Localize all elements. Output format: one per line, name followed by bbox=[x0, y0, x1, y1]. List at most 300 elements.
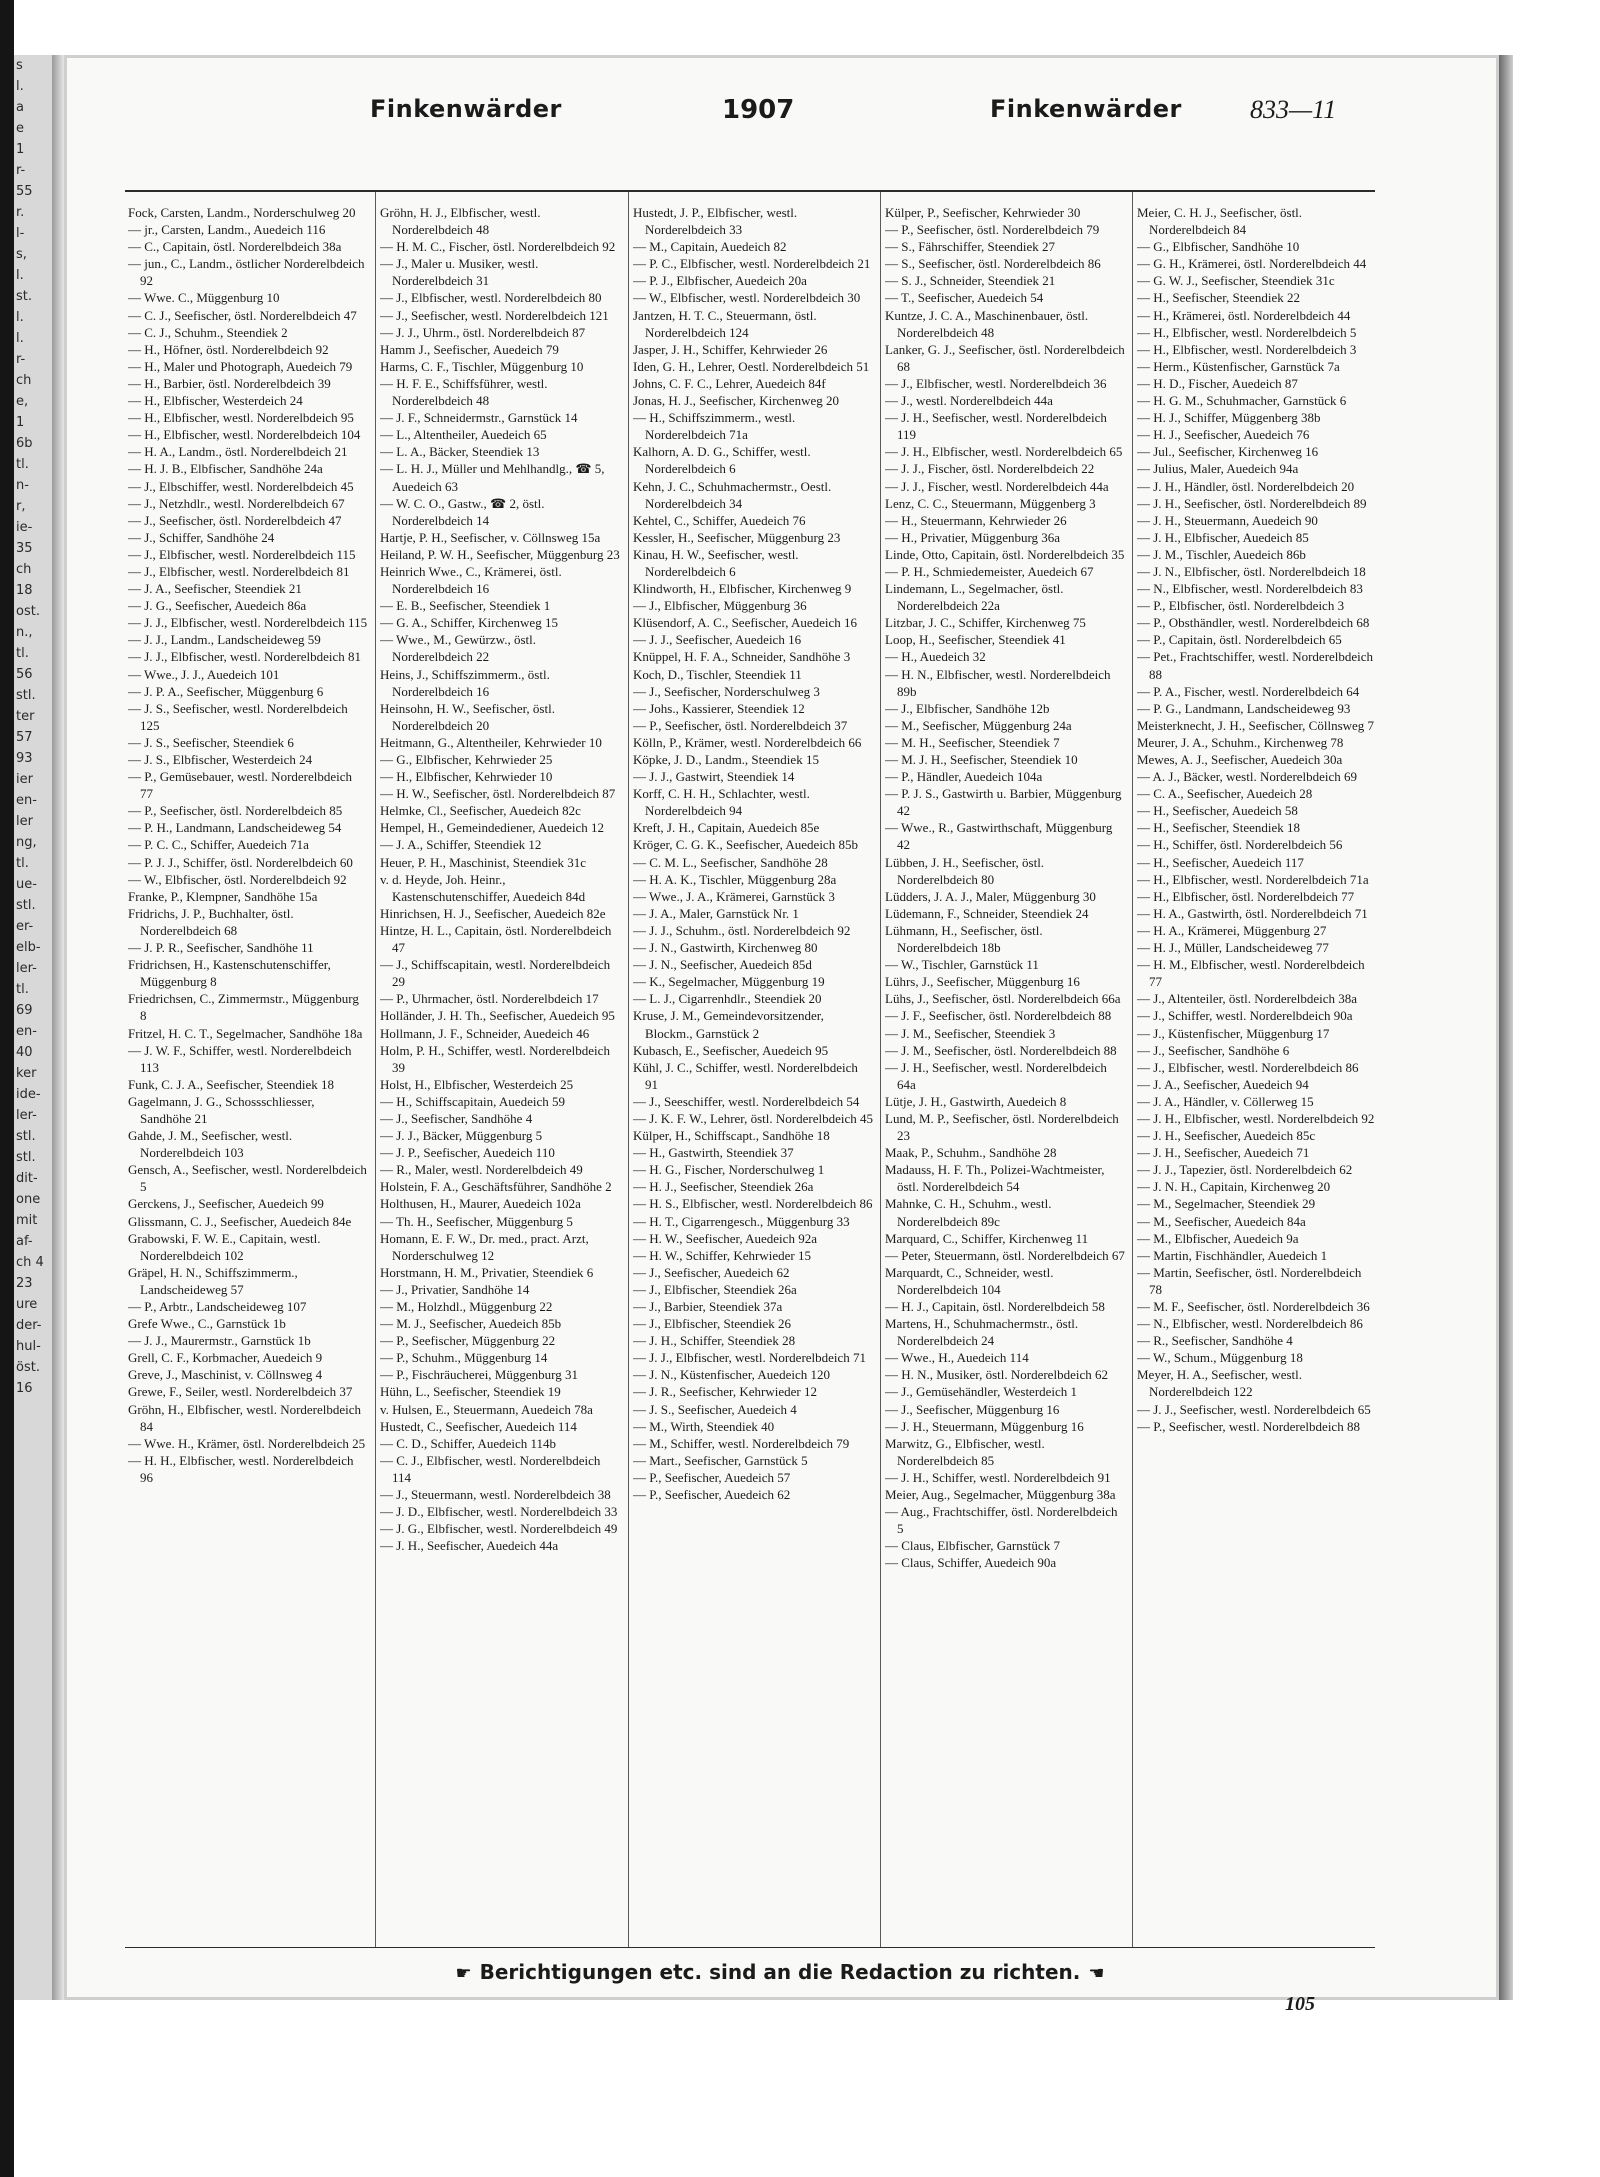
directory-entry: — H., Schiffszimmerm., westl. Norderelbdeich 71a bbox=[633, 410, 796, 443]
previous-page-fragment: ure bbox=[16, 1297, 38, 1312]
directory-entry: — J., westl. Norderelbdeich 44a bbox=[885, 393, 1053, 409]
previous-page-fragment: 93 bbox=[16, 751, 33, 766]
directory-entry: — P. C. C., Schiffer, Auedeich 71a bbox=[128, 837, 309, 853]
directory-entry: — J. M., Seefischer, Steendiek 3 bbox=[885, 1025, 1056, 1041]
directory-entry: — J., Schiffer, Sandhöhe 24 bbox=[128, 529, 275, 545]
directory-entry: Köpke, J. D., Landm., Steendiek 15 bbox=[633, 752, 819, 767]
directory-entry: — J., Steuermann, westl. Norderelbdeich 38 bbox=[380, 1487, 611, 1503]
previous-page-fragment: 69 bbox=[16, 1003, 33, 1018]
directory-entry: Lüdders, J. A. J., Maler, Müggenburg 30 bbox=[885, 888, 1096, 904]
directory-entry: — J. S., Seefischer, westl. Norderelbdeich 125 bbox=[128, 700, 348, 733]
directory-entry: Holstein, F. A., Geschäftsführer, Sandhöhe 2 bbox=[380, 1179, 612, 1195]
directory-entry: — H., Schiffscapitain, Auedeich 59 bbox=[380, 1093, 565, 1109]
directory-entry: Grell, C. F., Korbmacher, Auedeich 9 bbox=[128, 1350, 323, 1366]
directory-entry: Lühs, J., Seefischer, östl. Norderelbdeich 66a bbox=[885, 991, 1121, 1007]
directory-entry: — J. N., Küstenfischer, Auedeich 120 bbox=[633, 1367, 830, 1383]
directory-entry: — J., Seefischer, westl. Norderelbdeich 121 bbox=[380, 307, 609, 323]
directory-entry: — J. J., Landm., Landscheideweg 59 bbox=[128, 632, 321, 648]
directory-entry: — H. J. B., Elbfischer, Sandhöhe 24a bbox=[128, 461, 323, 477]
directory-entry: Lütje, J. H., Gastwirth, Auedeich 8 bbox=[885, 1093, 1067, 1109]
directory-entry: — J. J., Bäcker, Müggenburg 5 bbox=[380, 1128, 543, 1144]
directory-entry: — H. D., Fischer, Auedeich 87 bbox=[1137, 375, 1298, 391]
directory-entry: — M., Seefischer, Auedeich 84a bbox=[1137, 1213, 1306, 1229]
directory-entry: — Wwe., J. A., Krämerei, Garnstück 3 bbox=[633, 888, 835, 904]
directory-entry: — M., Segelmacher, Steendiek 29 bbox=[1137, 1196, 1316, 1212]
directory-entry: — J. N. H., Capitain, Kirchenweg 20 bbox=[1137, 1179, 1331, 1195]
directory-entry: — P., Seefischer, Müggenburg 22 bbox=[380, 1333, 556, 1349]
directory-entry: Kölln, P., Krämer, westl. Norderelbdeich 66 bbox=[633, 734, 862, 750]
directory-entry: Lühmann, H., Seefischer, östl. Norderelbdeich 18b bbox=[885, 922, 1043, 956]
directory-entry: Johns, C. F. C., Lehrer, Auedeich 84f bbox=[633, 375, 826, 391]
directory-entry: — H., Elbfischer, westl. Norderelbdeich 104 bbox=[128, 427, 361, 443]
directory-entry: — J. D., Elbfischer, westl. Norderelbdeich 33 bbox=[380, 1504, 618, 1520]
scanner-edge bbox=[0, 0, 14, 2177]
directory-entry: — C. J., Elbfischer, westl. Norderelbdeich 114 bbox=[380, 1452, 601, 1485]
previous-page-fragment: mit bbox=[16, 1213, 38, 1228]
directory-entry: — J. F., Seefischer, östl. Norderelbdeich 88 bbox=[885, 1008, 1112, 1024]
directory-entry: — P., Obsthändler, westl. Norderelbdeich 68 bbox=[1137, 615, 1370, 631]
directory-entry: — J., Elbfischer, Müggenburg 36 bbox=[633, 598, 807, 614]
directory-entry: — Pet., Frachtschiffer, westl. Norderelbdeich 88 bbox=[1137, 649, 1374, 682]
previous-page-fragment: ler- bbox=[16, 961, 37, 976]
directory-entry: — S., Fährschiffer, Steendiek 27 bbox=[885, 239, 1056, 255]
previous-page-fragment: ue- bbox=[16, 877, 37, 892]
directory-entry: Heinrich Wwe., C., Krämerei, östl. Norderelbdeich 16 bbox=[380, 563, 562, 597]
directory-entry: Kalhorn, A. D. G., Schiffer, westl. Norderelbdeich 6 bbox=[633, 444, 811, 477]
directory-entry: — P. J. J., Schiffer, östl. Norderelbdeich 60 bbox=[128, 854, 353, 870]
page-number-head: 833—11 bbox=[1250, 95, 1337, 124]
directory-entry: — J. P. A., Seefischer, Müggenburg 6 bbox=[128, 683, 324, 699]
previous-page-fragment: ide- bbox=[16, 1087, 41, 1102]
directory-entry: Fock, Carsten, Landm., Norderschulweg 20 bbox=[128, 205, 356, 220]
directory-entry: Meurer, J. A., Schuhm., Kirchenweg 78 bbox=[1137, 734, 1344, 750]
previous-page-fragment: ie- bbox=[16, 520, 33, 535]
previous-page-edge bbox=[14, 55, 52, 2000]
directory-entry: — J. N., Gastwirth, Kirchenweg 80 bbox=[633, 940, 818, 956]
previous-page-fragment: st. bbox=[16, 289, 33, 304]
previous-page-fragment: ch bbox=[16, 373, 32, 388]
directory-entry: — W., Elbfischer, westl. Norderelbdeich 30 bbox=[633, 290, 861, 306]
previous-page-fragment: 56 bbox=[16, 667, 33, 682]
directory-entry: — G. A., Schiffer, Kirchenweg 15 bbox=[380, 615, 558, 631]
directory-entry: — J. H., Seefischer, westl. Norderelbdeich 119 bbox=[885, 410, 1107, 443]
directory-entry: — H., Seefischer, Steendiek 18 bbox=[1137, 820, 1301, 836]
directory-entry: Heitmann, G., Altentheiler, Kehrwieder 10 bbox=[380, 734, 602, 750]
book-gutter bbox=[52, 55, 64, 2000]
previous-page-fragment: l. bbox=[16, 268, 24, 283]
directory-entry: Heins, J., Schiffszimmerm., östl. Norderelbdeich 16 bbox=[380, 666, 550, 699]
directory-entry: Hintze, H. L., Capitain, östl. Norderelbdeich 47 bbox=[380, 922, 612, 956]
directory-entry: — J., Elbfischer, Steendiek 26a bbox=[633, 1281, 797, 1297]
previous-page-fragment: tl. bbox=[16, 646, 29, 661]
previous-page-fragment: one bbox=[16, 1192, 41, 1207]
directory-entry: — Herm., Küstenfischer, Garnstück 7a bbox=[1137, 358, 1340, 374]
directory-entry: — Wwe., J. J., Auedeich 101 bbox=[128, 666, 280, 682]
directory-entry: — M., Elbfischer, Auedeich 9a bbox=[1137, 1230, 1299, 1246]
directory-entry: — J., Privatier, Sandhöhe 14 bbox=[380, 1281, 530, 1297]
directory-entry: — H. H., Elbfischer, westl. Norderelbdeich 96 bbox=[128, 1452, 354, 1485]
directory-entry: — Wwe., H., Auedeich 114 bbox=[885, 1350, 1029, 1366]
directory-entry: Gerckens, J., Seefischer, Auedeich 99 bbox=[128, 1196, 324, 1212]
directory-entry: Heuer, P. H., Maschinist, Steendiek 31c bbox=[380, 854, 587, 870]
directory-entry: — H. W., Seefischer, östl. Norderelbdeich 87 bbox=[380, 786, 616, 802]
directory-entry: Hinrichsen, H. J., Seefischer, Auedeich 82e bbox=[380, 905, 606, 921]
directory-entry: — J. F., Schneidermstr., Garnstück 14 bbox=[380, 410, 578, 426]
directory-entry: Mahnke, C. H., Schuhm., westl. Norderelbdeich 89c bbox=[885, 1196, 1052, 1229]
directory-entry: — J. J., Elbfischer, westl. Norderelbdeich 81 bbox=[128, 649, 362, 665]
directory-entry: — M., Seefischer, Müggenburg 24a bbox=[885, 717, 1072, 733]
directory-entry: — K., Segelmacher, Müggenburg 19 bbox=[633, 974, 825, 990]
page-edge-shadow bbox=[1499, 55, 1513, 2000]
directory-entry: — J., Altenteiler, östl. Norderelbdeich 38a bbox=[1137, 991, 1358, 1007]
directory-entry: — P., Gemüsebauer, westl. Norderelbdeich 77 bbox=[128, 769, 353, 802]
previous-page-fragment: tl. bbox=[16, 982, 29, 997]
directory-entry: — L., Altentheiler, Auedeich 65 bbox=[380, 427, 547, 443]
directory-entry: — H., Elbfischer, Kehrwieder 10 bbox=[380, 769, 553, 785]
previous-page-fragment: tl. bbox=[16, 856, 29, 871]
directory-entry: — J., Gemüsehändler, Westerdeich 1 bbox=[885, 1384, 1078, 1400]
directory-entry: Marquardt, C., Schneider, westl. Norderelbdeich 104 bbox=[885, 1264, 1054, 1297]
column-divider-2 bbox=[628, 192, 629, 1947]
directory-entry: Friedrichsen, C., Zimmermstr., Müggenburg 8 bbox=[128, 991, 359, 1024]
directory-entry: — M. F., Seefischer, östl. Norderelbdeich 36 bbox=[1137, 1299, 1370, 1314]
directory-entry: — J. M., Tischler, Auedeich 86b bbox=[1137, 546, 1306, 562]
directory-entry: Heinsohn, H. W., Seefischer, östl. Norderelbdeich 20 bbox=[380, 700, 555, 733]
directory-entry: — H., Auedeich 32 bbox=[885, 649, 986, 665]
directory-entry: Madauss, H. F. Th., Polizei-Wachtmeister, östl. Norderelbdeich 54 bbox=[885, 1162, 1105, 1195]
directory-entry: — J., Seefischer, Sandhöhe 4 bbox=[380, 1110, 533, 1126]
directory-entry: — J., Seefischer, Sandhöhe 6 bbox=[1137, 1042, 1290, 1058]
header-rule bbox=[125, 190, 1375, 192]
previous-page-fragment: l- bbox=[16, 226, 25, 241]
directory-entry: — J., Elbfischer, westl. Norderelbdeich 115 bbox=[128, 546, 356, 562]
directory-entry: Grabowski, F. W. E., Capitain, westl. Norderelbdeich 102 bbox=[128, 1230, 321, 1263]
previous-page-fragment: ler bbox=[16, 814, 33, 829]
directory-entry: — H. A., Gastwirth, östl. Norderelbdeich 71 bbox=[1137, 905, 1368, 921]
directory-entry: — L. J., Cigarrenhdlr., Steendiek 20 bbox=[633, 991, 822, 1007]
directory-entry: — J. W. F., Schiffer, westl. Norderelbdeich 113 bbox=[128, 1042, 352, 1075]
directory-entry: — P., Uhrmacher, östl. Norderelbdeich 17 bbox=[380, 991, 599, 1007]
directory-entry: Homann, E. F. W., Dr. med., pract. Arzt, Norderschulweg 12 bbox=[380, 1230, 589, 1263]
previous-page-fragment: elb- bbox=[16, 940, 41, 955]
previous-page-fragment: 16 bbox=[16, 1381, 33, 1396]
directory-entry: — H., Steuermann, Kehrwieder 26 bbox=[885, 512, 1067, 528]
previous-page-fragment: n- bbox=[16, 478, 29, 493]
directory-entry: Martens, H., Schuhmachermstr., östl. Norderelbdeich 24 bbox=[885, 1316, 1079, 1349]
directory-entry: — G., Elbfischer, Sandhöhe 10 bbox=[1137, 239, 1300, 255]
directory-entry: v. Hulsen, E., Steuermann, Auedeich 78a bbox=[380, 1401, 593, 1417]
previous-page-fragment: l. bbox=[16, 310, 24, 325]
directory-entry: — P., Schuhm., Müggenburg 14 bbox=[380, 1350, 548, 1366]
directory-entry: — C. J., Schuhm., Steendiek 2 bbox=[128, 324, 288, 340]
directory-entry: Meyer, H. A., Seefischer, westl. Norderelbdeich 122 bbox=[1137, 1367, 1303, 1400]
previous-page-fragment: stl. bbox=[16, 1150, 36, 1165]
directory-entry: — J. N., Seefischer, Auedeich 85d bbox=[633, 957, 812, 973]
directory-entry: Marquard, C., Schiffer, Kirchenweg 11 bbox=[885, 1230, 1089, 1246]
previous-page-fragment: 6b bbox=[16, 436, 33, 451]
directory-entry: — J. S., Seefischer, Steendiek 6 bbox=[128, 734, 294, 750]
directory-entry: — H., Krämerei, östl. Norderelbdeich 44 bbox=[1137, 307, 1351, 323]
directory-entry: Hartje, P. H., Seefischer, v. Cöllnsweg 15a bbox=[380, 529, 601, 545]
directory-entry: — P., Seefischer, östl. Norderelbdeich 79 bbox=[885, 222, 1100, 238]
column-divider-1 bbox=[375, 192, 376, 1947]
directory-entry: — P., Seefischer, östl. Norderelbdeich 85 bbox=[128, 803, 343, 819]
directory-entry: — W., Schum., Müggenburg 18 bbox=[1137, 1350, 1303, 1366]
directory-column-1 bbox=[128, 204, 368, 1944]
previous-page-fragment: ier bbox=[16, 772, 33, 787]
directory-entry: — J. J., Seefischer, westl. Norderelbdeich 65 bbox=[1137, 1401, 1371, 1417]
directory-entry: — H. M., Elbfischer, westl. Norderelbdeich 77 bbox=[1137, 957, 1365, 990]
directory-entry: Litzbar, J. C., Schiffer, Kirchenweg 75 bbox=[885, 615, 1086, 631]
directory-entry: — R., Maler, westl. Norderelbdeich 49 bbox=[380, 1162, 583, 1178]
directory-entry: — Aug., Frachtschiffer, östl. Norderelbdeich 5 bbox=[885, 1504, 1118, 1537]
directory-entry: — M. H., Seefischer, Steendiek 7 bbox=[885, 734, 1060, 750]
directory-entry: — S., Seefischer, östl. Norderelbdeich 86 bbox=[885, 256, 1101, 272]
directory-column-5 bbox=[1137, 204, 1377, 1944]
directory-entry: — C. J., Seefischer, östl. Norderelbdeich 47 bbox=[128, 307, 357, 323]
directory-entry: — J. J., Gastwirt, Steendiek 14 bbox=[633, 769, 795, 785]
previous-page-fragment: 55 bbox=[16, 184, 33, 199]
directory-entry: — G. H., Krämerei, östl. Norderelbdeich 44 bbox=[1137, 256, 1367, 272]
directory-entry: — J. J., Fischer, westl. Norderelbdeich 44a bbox=[885, 478, 1109, 494]
directory-entry: Gröhn, H., Elbfischer, westl. Norderelbdeich 84 bbox=[128, 1401, 362, 1434]
directory-entry: — J. R., Seefischer, Kehrwieder 12 bbox=[633, 1384, 817, 1400]
previous-page-fragment: stl. bbox=[16, 1129, 36, 1144]
directory-entry: Helmke, Cl., Seefischer, Auedeich 82c bbox=[380, 803, 581, 819]
directory-entry: — H., Seefischer, Auedeich 58 bbox=[1137, 803, 1298, 819]
directory-entry: — H. N., Musiker, östl. Norderelbdeich 62 bbox=[885, 1367, 1108, 1383]
directory-entry: Hustedt, C., Seefischer, Auedeich 114 bbox=[380, 1418, 577, 1434]
directory-entry: — H., Seefischer, Steendiek 22 bbox=[1137, 290, 1301, 306]
directory-entry: — J. M., Seefischer, östl. Norderelbdeich 88 bbox=[885, 1042, 1117, 1058]
directory-entry: — H. S., Elbfischer, westl. Norderelbdeich 86 bbox=[633, 1196, 873, 1212]
directory-entry: — jun., C., Landm., östlicher Norderelbdeich 92 bbox=[128, 256, 365, 289]
directory-column-3 bbox=[633, 204, 873, 1944]
directory-entry: — G., Elbfischer, Kehrwieder 25 bbox=[380, 752, 553, 767]
previous-page-fragment: af- bbox=[16, 1234, 33, 1249]
directory-entry: — Wwe., R., Gastwirthschaft, Müggenburg 42 bbox=[885, 820, 1113, 853]
directory-entry: — J., Seefischer, Norderschulweg 3 bbox=[633, 683, 820, 699]
directory-entry: — P. G., Landmann, Landscheideweg 93 bbox=[1137, 700, 1351, 716]
previous-page-fragment: 1 bbox=[16, 415, 25, 430]
directory-entry: — P., Seefischer, östl. Norderelbdeich 37 bbox=[633, 717, 848, 733]
directory-entry: — J. S., Seefischer, Auedeich 4 bbox=[633, 1401, 797, 1417]
directory-entry: Heiland, P. W. H., Seefischer, Müggenburg 23 bbox=[380, 546, 620, 562]
directory-entry: — J., Schiffscapitain, westl. Norderelbdeich 29 bbox=[380, 957, 611, 990]
directory-entry: — J., Elbschiffer, westl. Norderelbdeich 45 bbox=[128, 478, 354, 494]
directory-entry: — M. J., Seefischer, Auedeich 85b bbox=[380, 1316, 562, 1332]
directory-entry: — C. D., Schiffer, Auedeich 114b bbox=[380, 1435, 557, 1451]
directory-entry: — J. A., Seefischer, Steendiek 21 bbox=[128, 581, 302, 597]
previous-page-fragment: stl. bbox=[16, 688, 36, 703]
directory-entry: — Mart., Seefischer, Garnstück 5 bbox=[633, 1452, 808, 1468]
directory-entry: — H. W., Seefischer, Auedeich 92a bbox=[633, 1230, 817, 1246]
directory-entry: — J. H., Steuermann, Auedeich 90 bbox=[1137, 512, 1318, 528]
directory-entry: — L. A., Bäcker, Steendiek 13 bbox=[380, 444, 540, 460]
directory-entry: — J. J., Elbfischer, westl. Norderelbdeich 115 bbox=[128, 615, 368, 631]
previous-page-fragment: s bbox=[16, 58, 23, 73]
directory-entry: — J., Elbfischer, Steendiek 26 bbox=[633, 1316, 791, 1332]
directory-entry: — H., Privatier, Müggenburg 36a bbox=[885, 529, 1061, 545]
directory-entry: Kinau, H. W., Seefischer, westl. Norderelbdeich 6 bbox=[633, 546, 799, 579]
directory-entry: Linde, Otto, Capitain, östl. Norderelbdeich 35 bbox=[885, 546, 1125, 562]
directory-entry: Fridrichsen, H., Kastenschutenschiffer, Müggenburg 8 bbox=[128, 957, 331, 990]
directory-entry: — J. H., Schiffer, westl. Norderelbdeich 91 bbox=[885, 1469, 1111, 1485]
directory-entry: — H. J., Müller, Landscheideweg 77 bbox=[1137, 940, 1329, 956]
directory-entry: — W. C. O., Gastw., ☎ 2, östl. Norderelbdeich 14 bbox=[380, 495, 545, 528]
directory-entry: — P. H., Schmiedemeister, Auedeich 67 bbox=[885, 563, 1094, 579]
column-divider-4 bbox=[1132, 192, 1133, 1947]
previous-page-fragment: a bbox=[16, 100, 24, 115]
previous-page-fragment: tl. bbox=[16, 457, 29, 472]
directory-entry: Klindworth, H., Elbfischer, Kirchenweg 9 bbox=[633, 581, 852, 597]
directory-entry: Jasper, J. H., Schiffer, Kehrwieder 26 bbox=[633, 341, 828, 357]
previous-page-fragment: r- bbox=[16, 352, 26, 367]
previous-page-fragment: stl. bbox=[16, 898, 36, 913]
directory-entry: — H., Elbfischer, westl. Norderelbdeich 5 bbox=[1137, 324, 1357, 340]
directory-entry: — H., Elbfischer, östl. Norderelbdeich 77 bbox=[1137, 888, 1355, 904]
corrections-note-text: Berichtigungen etc. sind an die Redaction zu richten. bbox=[479, 1960, 1081, 1984]
directory-column-4 bbox=[885, 204, 1125, 1944]
previous-page-fragment: en- bbox=[16, 793, 37, 808]
directory-entry: — J. H., Seefischer, östl. Norderelbdeich 89 bbox=[1137, 495, 1367, 511]
corrections-note bbox=[410, 1960, 1150, 1984]
directory-entry: — J. H., Elbfischer, westl. Norderelbdeich 92 bbox=[1137, 1110, 1375, 1126]
directory-entry: Fritzel, H. C. T., Segelmacher, Sandhöhe 18a bbox=[128, 1025, 363, 1041]
directory-entry: — P. A., Fischer, westl. Norderelbdeich 64 bbox=[1137, 683, 1360, 699]
directory-entry: — J., Elbfischer, Sandhöhe 12b bbox=[885, 700, 1050, 716]
directory-entry: — Peter, Steuermann, östl. Norderelbdeich 67 bbox=[885, 1247, 1125, 1263]
directory-entry: — J. H., Schiffer, Steendiek 28 bbox=[633, 1333, 796, 1349]
directory-entry: Kruse, J. M., Gemeindevorsitzender, Blockm., Garnstück 2 bbox=[633, 1008, 824, 1041]
directory-entry: — J., Elbfischer, westl. Norderelbdeich 36 bbox=[885, 375, 1107, 391]
directory-entry: — J. H., Seefischer, Auedeich 44a bbox=[380, 1538, 559, 1554]
running-head-year: 1907 bbox=[722, 95, 795, 125]
directory-entry: — J. J., Maurermstr., Garnstück 1b bbox=[128, 1333, 311, 1349]
directory-entry: — H. G., Fischer, Norderschulweg 1 bbox=[633, 1162, 825, 1178]
directory-entry: Loop, H., Seefischer, Steendiek 41 bbox=[885, 632, 1066, 648]
previous-page-fragment: n., bbox=[16, 625, 33, 640]
directory-entry: — jr., Carsten, Landm., Auedeich 116 bbox=[128, 222, 326, 238]
directory-entry: Kessler, H., Seefischer, Müggenburg 23 bbox=[633, 529, 841, 545]
directory-entry: Fridrichs, J. P., Buchhalter, östl. Norderelbdeich 68 bbox=[128, 905, 294, 938]
directory-entry: — J. J., Tapezier, östl. Norderelbdeich 62 bbox=[1137, 1162, 1353, 1178]
directory-entry: — J., Barbier, Steendiek 37a bbox=[633, 1299, 783, 1314]
directory-entry: v. d. Heyde, Joh. Heinr., Kastenschutenschiffer, Auedeich 84d bbox=[380, 871, 586, 904]
directory-entry: — Martin, Seefischer, östl. Norderelbdeich 78 bbox=[1137, 1264, 1362, 1297]
directory-entry: — J. P. R., Seefischer, Sandhöhe 11 bbox=[128, 940, 314, 956]
directory-entry: — J. H., Seefischer, Auedeich 71 bbox=[1137, 1145, 1310, 1161]
directory-entry: — J., Elbfischer, westl. Norderelbdeich 86 bbox=[1137, 1059, 1359, 1075]
directory-entry: — H., Elbfischer, Westerdeich 24 bbox=[128, 393, 303, 409]
previous-page-fragment: ter bbox=[16, 709, 35, 724]
directory-entry: Lührs, J., Seefischer, Müggenburg 16 bbox=[885, 974, 1080, 990]
previous-page-fragment: 23 bbox=[16, 1276, 33, 1291]
directory-entry: — J., Seefischer, östl. Norderelbdeich 47 bbox=[128, 512, 342, 528]
directory-entry: — J. J., Seefischer, Auedeich 16 bbox=[633, 632, 802, 648]
directory-entry: — S. J., Schneider, Steendiek 21 bbox=[885, 273, 1056, 289]
directory-entry: — J., Seefischer, Auedeich 62 bbox=[633, 1264, 790, 1280]
directory-entry: — H., Elbfischer, westl. Norderelbdeich 71a bbox=[1137, 871, 1369, 887]
bottom-rule bbox=[125, 1947, 1375, 1948]
previous-page-fragment: ker bbox=[16, 1066, 37, 1081]
directory-entry: — H. A., Landm., östl. Norderelbdeich 21 bbox=[128, 444, 348, 460]
directory-entry: Holthusen, H., Maurer, Auedeich 102a bbox=[380, 1196, 581, 1212]
directory-entry: — Claus, Schiffer, Auedeich 90a bbox=[885, 1555, 1057, 1571]
directory-entry: Meier, Aug., Segelmacher, Müggenburg 38a bbox=[885, 1487, 1116, 1503]
directory-entry: — J. H., Elbfischer, westl. Norderelbdeich 65 bbox=[885, 444, 1123, 460]
directory-entry: — Martin, Fischhändler, Auedeich 1 bbox=[1137, 1247, 1328, 1263]
directory-entry: Gensch, A., Seefischer, westl. Norderelbdeich 5 bbox=[128, 1162, 367, 1195]
directory-entry: Marwitz, G., Elbfischer, westl. Norderelbdeich 85 bbox=[885, 1435, 1045, 1468]
previous-page-fragment: 35 bbox=[16, 541, 33, 556]
directory-entry: — H., Barbier, östl. Norderelbdeich 39 bbox=[128, 375, 331, 391]
running-head-left: Finkenwärder bbox=[370, 95, 562, 123]
previous-page-fragment: l. bbox=[16, 79, 24, 94]
previous-page-fragment: ost. bbox=[16, 604, 40, 619]
directory-entry: Lenz, C. C., Steuermann, Müggenberg 3 bbox=[885, 495, 1096, 511]
pointing-hand-icon: ☛ bbox=[455, 1963, 472, 1984]
directory-entry: Gröhn, H. J., Elbfischer, westl. Norderelbdeich 48 bbox=[380, 205, 541, 238]
previous-page-fragment: l. bbox=[16, 331, 24, 346]
directory-entry: Franke, P., Klempner, Sandhöhe 15a bbox=[128, 888, 318, 904]
directory-entry: — H., Elbfischer, westl. Norderelbdeich 95 bbox=[128, 410, 354, 426]
directory-entry: — J. G., Elbfischer, westl. Norderelbdeich 49 bbox=[380, 1521, 618, 1537]
directory-entry: Meisterknecht, J. H., Seefischer, Cöllnsweg 7 bbox=[1137, 717, 1375, 733]
directory-entry: Klüsendorf, A. C., Seefischer, Auedeich 16 bbox=[633, 615, 858, 631]
directory-entry: Hempel, H., Gemeindediener, Auedeich 12 bbox=[380, 820, 605, 836]
directory-entry: Kühl, J. C., Schiffer, westl. Norderelbdeich 91 bbox=[633, 1059, 858, 1092]
directory-entry: Grewe, F., Seiler, westl. Norderelbdeich 37 bbox=[128, 1384, 353, 1400]
directory-entry: — M. J. H., Seefischer, Steendiek 10 bbox=[885, 752, 1078, 767]
directory-entry: Grefe Wwe., C., Garnstück 1b bbox=[128, 1316, 286, 1332]
directory-entry: — N., Elbfischer, westl. Norderelbdeich 86 bbox=[1137, 1316, 1363, 1332]
directory-entry: Jonas, H. J., Seefischer, Kirchenweg 20 bbox=[633, 393, 839, 409]
directory-entry: — H. M. C., Fischer, östl. Norderelbdeich 92 bbox=[380, 239, 616, 255]
directory-entry: Hamm J., Seefischer, Auedeich 79 bbox=[380, 341, 559, 357]
directory-entry: Kehtel, C., Schiffer, Auedeich 76 bbox=[633, 512, 806, 528]
directory-entry: — M., Schiffer, westl. Norderelbdeich 79 bbox=[633, 1435, 850, 1451]
directory-entry: — P., Elbfischer, östl. Norderelbdeich 3 bbox=[1137, 598, 1345, 614]
directory-entry: — Wwe. H., Krämer, östl. Norderelbdeich 25 bbox=[128, 1435, 366, 1451]
directory-entry: Jantzen, H. T. C., Steuermann, östl. Norderelbdeich 124 bbox=[633, 307, 817, 340]
directory-entry: — J., Netzhdlr., westl. Norderelbdeich 67 bbox=[128, 495, 345, 511]
directory-entry: Lüdemann, F., Schneider, Steendiek 24 bbox=[885, 905, 1089, 921]
directory-entry: Greve, J., Maschinist, v. Cöllnsweg 4 bbox=[128, 1367, 323, 1383]
directory-entry: — P. H., Landmann, Landscheideweg 54 bbox=[128, 820, 342, 836]
directory-entry: Kubasch, E., Seefischer, Auedeich 95 bbox=[633, 1042, 829, 1058]
directory-entry: — J. H., Seefischer, Auedeich 85c bbox=[1137, 1128, 1316, 1144]
directory-entry: — H., Gastwirth, Steendiek 37 bbox=[633, 1145, 794, 1161]
directory-entry: — J. J., Elbfischer, westl. Norderelbdeich 71 bbox=[633, 1350, 867, 1366]
directory-entry: — Julius, Maler, Auedeich 94a bbox=[1137, 461, 1299, 477]
directory-entry: — P. C., Elbfischer, westl. Norderelbdeich 21 bbox=[633, 256, 871, 272]
directory-entry: — J., Elbfischer, westl. Norderelbdeich 80 bbox=[380, 290, 602, 306]
directory-entry: — P., Händler, Auedeich 104a bbox=[885, 769, 1043, 785]
directory-entry: Harms, C. F., Tischler, Müggenburg 10 bbox=[380, 358, 584, 374]
directory-entry: — W., Tischler, Garnstück 11 bbox=[885, 957, 1039, 973]
directory-entry: Holst, H., Elbfischer, Westerdeich 25 bbox=[380, 1076, 574, 1092]
directory-entry: — H. N., Elbfischer, westl. Norderelbdeich 89b bbox=[885, 666, 1111, 699]
directory-entry: — H. A., Krämerei, Müggenburg 27 bbox=[1137, 922, 1327, 938]
previous-page-fragment: ch bbox=[16, 562, 32, 577]
directory-entry: — Wwe. C., Müggenburg 10 bbox=[128, 290, 280, 306]
directory-entry: — C., Capitain, östl. Norderelbdeich 38a bbox=[128, 239, 342, 255]
directory-entry: — M., Capitain, Auedeich 82 bbox=[633, 239, 787, 255]
directory-entry: — H. W., Schiffer, Kehrwieder 15 bbox=[633, 1247, 811, 1263]
directory-entry: Iden, G. H., Lehrer, Oestl. Norderelbdeich 51 bbox=[633, 358, 870, 374]
directory-entry: Lindemann, L., Segelmacher, östl. Norderelbdeich 22a bbox=[885, 581, 1064, 614]
